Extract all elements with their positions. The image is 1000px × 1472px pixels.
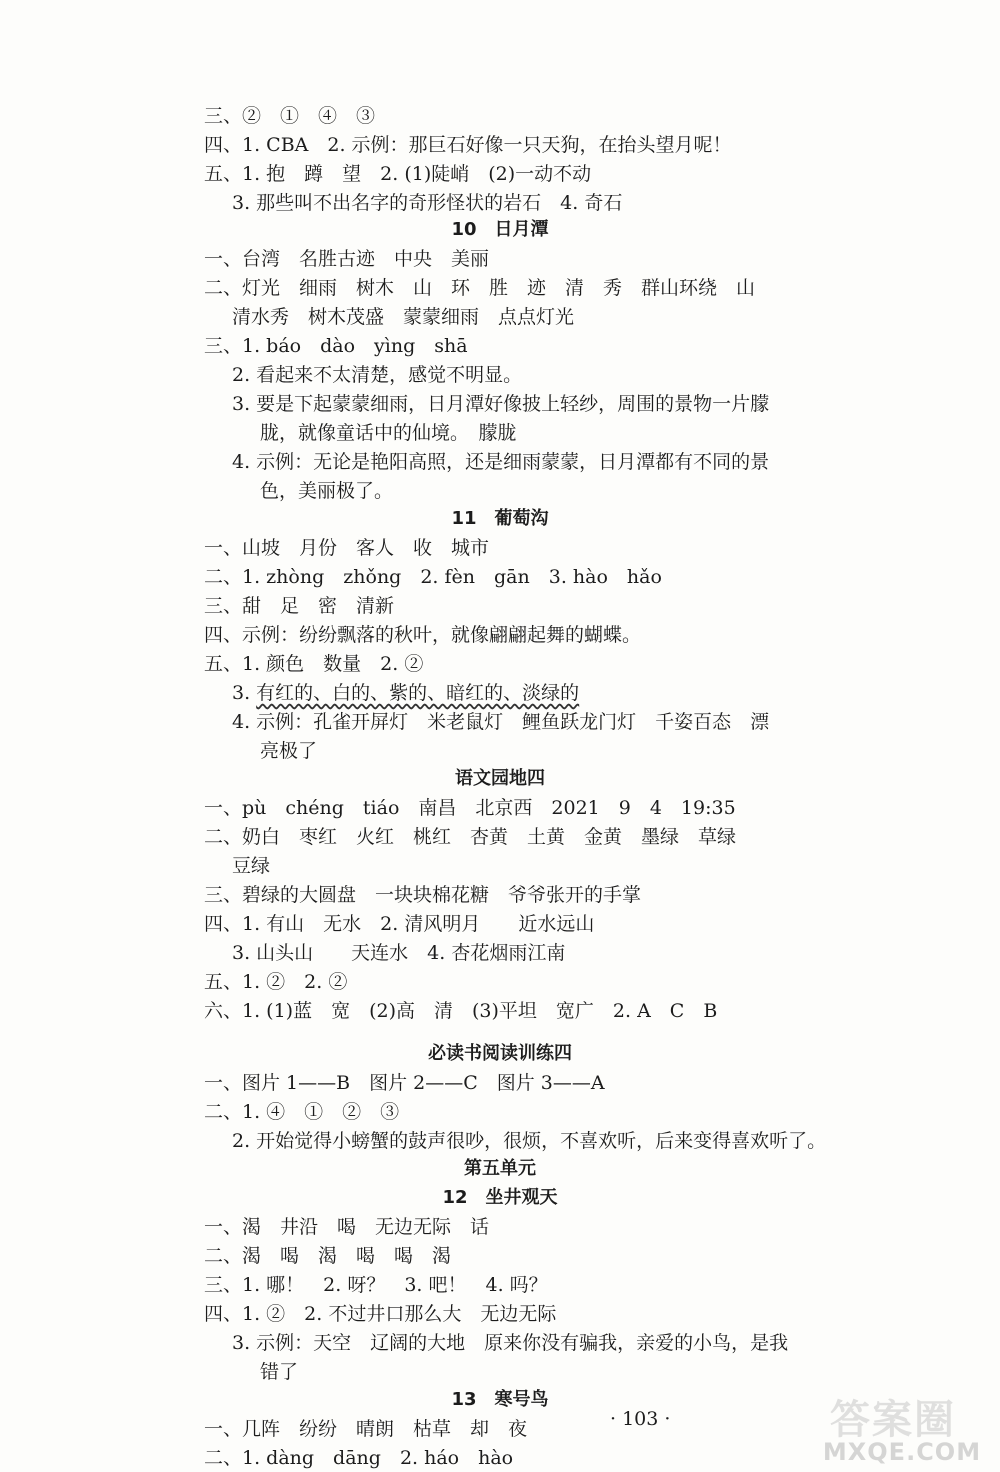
- answer-line: 一、山坡 月份 客人 收 城市: [204, 537, 490, 559]
- answer-line: 二、1. zhòng zhǒng 2. fèn gān 3. hào hǎo: [204, 566, 662, 588]
- answer-line: 一、pù chéng tiáo 南昌 北京西 2021 9 4 19:35: [204, 797, 736, 819]
- answer-line: 二、1. ④ ① ② ③: [204, 1101, 400, 1123]
- lesson-title: 11 葡萄沟: [451, 508, 549, 529]
- answer-line: 3. 山头山 天连水 4. 杏花烟雨江南: [232, 942, 566, 964]
- answer-line: 一、几阵 纷纷 晴朗 枯草 却 夜: [204, 1418, 528, 1440]
- answer-line: 三、1. 哪！ 2. 呀？ 3. 吧！ 4. 吗？: [204, 1274, 548, 1296]
- underlined-answer: 有红的、白的、紫的、暗红的、淡绿的: [256, 682, 580, 704]
- answer-line: 亮极了: [260, 740, 318, 762]
- item-number: 3.: [232, 682, 257, 704]
- answer-line: 豆绿: [232, 855, 271, 877]
- answer-line: 一、台湾 名胜古迹 中央 美丽: [204, 248, 490, 270]
- answer-line: 二、1. dàng dāng 2. háo hào: [204, 1447, 514, 1469]
- watermark-logo: 答案圈: [830, 1397, 956, 1443]
- answer-line: 四、1. ② 2. 不过井口那么大 无边无际: [204, 1303, 557, 1325]
- unit-title: 第五单元: [464, 1158, 536, 1179]
- answer-line: 4. 示例：孔雀开屏灯 米老鼠灯 鲤鱼跃龙门灯 千姿百态 漂: [232, 711, 770, 733]
- answer-line: 五、1. ② 2. ②: [204, 971, 348, 993]
- answer-line: 四、示例：纷纷飘落的秋叶，就像翩翩起舞的蝴蝶。: [204, 624, 642, 646]
- answer-line: 二、奶白 枣红 火红 桃红 杏黄 土黄 金黄 墨绿 草绿: [204, 826, 737, 848]
- answer-line: 4. 示例：无论是艳阳高照，还是细雨蒙蒙，日月潭都有不同的景: [232, 451, 770, 473]
- answer-line: 四、1. CBA 2. 示例：那巨石好像一只天狗，在抬头望月呢！: [204, 134, 732, 156]
- answer-line: 五、1. 颜色 数量 2. ②: [204, 653, 424, 675]
- page-number: · 103 ·: [610, 1408, 671, 1430]
- answer-line: 三、甜 足 密 清新: [204, 595, 395, 617]
- answer-line: 错了: [260, 1361, 299, 1383]
- lesson-title: 语文园地四: [455, 768, 545, 789]
- lesson-title: 13 寒号鸟: [451, 1389, 549, 1410]
- answer-line: 色，美丽极了。: [260, 480, 394, 502]
- answer-line: 一、图片 1——B 图片 2——C 图片 3——A: [204, 1072, 605, 1094]
- answer-line: 三、1. báo dào yìng shā: [204, 335, 468, 357]
- watermark-url: MXQE.COM: [822, 1438, 982, 1466]
- answer-line: 四、1. 有山 无水 2. 清风明月 近水远山: [204, 913, 595, 935]
- answer-line: 二、灯光 细雨 树木 山 环 胜 迹 清 秀 群山环绕 山: [204, 277, 756, 299]
- section-title: 必读书阅读训练四: [428, 1043, 572, 1064]
- answer-line: 三、② ① ④ ③: [204, 105, 376, 127]
- answer-line: 二、渴 喝 渴 喝 喝 渴: [204, 1245, 452, 1267]
- answer-line: 五、1. 抱 蹲 望 2. (1)陡峭 (2)一动不动: [204, 163, 592, 185]
- answer-line: 胧，就像童话中的仙境。 朦胧: [260, 422, 517, 444]
- answer-line: 六、1. (1)蓝 宽 (2)高 清 (3)平坦 宽广 2. A C B: [204, 1000, 718, 1022]
- site-watermark: [812, 1388, 992, 1468]
- answer-line: 3. 示例：天空 辽阔的大地 原来你没有骗我，亲爱的小鸟，是我: [232, 1332, 789, 1354]
- lesson-title: 10 日月潭: [451, 219, 549, 240]
- lesson-title: 12 坐井观天: [442, 1187, 558, 1208]
- answer-line: 3. 要是下起蒙蒙细雨，日月潭好像披上轻纱，周围的景物一片朦: [232, 393, 770, 415]
- answer-line: 3. 那些叫不出名字的奇形怪状的岩石 4. 奇石: [232, 192, 623, 214]
- answer-line: 三、碧绿的大圆盘 一块块棉花糖 爷爷张开的手掌: [204, 884, 642, 906]
- answer-line: 清水秀 树木茂盛 蒙蒙细雨 点点灯光: [232, 306, 575, 328]
- answer-line: 2. 开始觉得小螃蟹的鼓声很吵，很烦，不喜欢听，后来变得喜欢听了。: [232, 1130, 827, 1152]
- answer-line: 2. 看起来不太清楚，感觉不明显。: [232, 364, 523, 386]
- answer-line: 一、渴 井沿 喝 无边无际 话: [204, 1216, 490, 1238]
- answer-line: [232, 679, 579, 707]
